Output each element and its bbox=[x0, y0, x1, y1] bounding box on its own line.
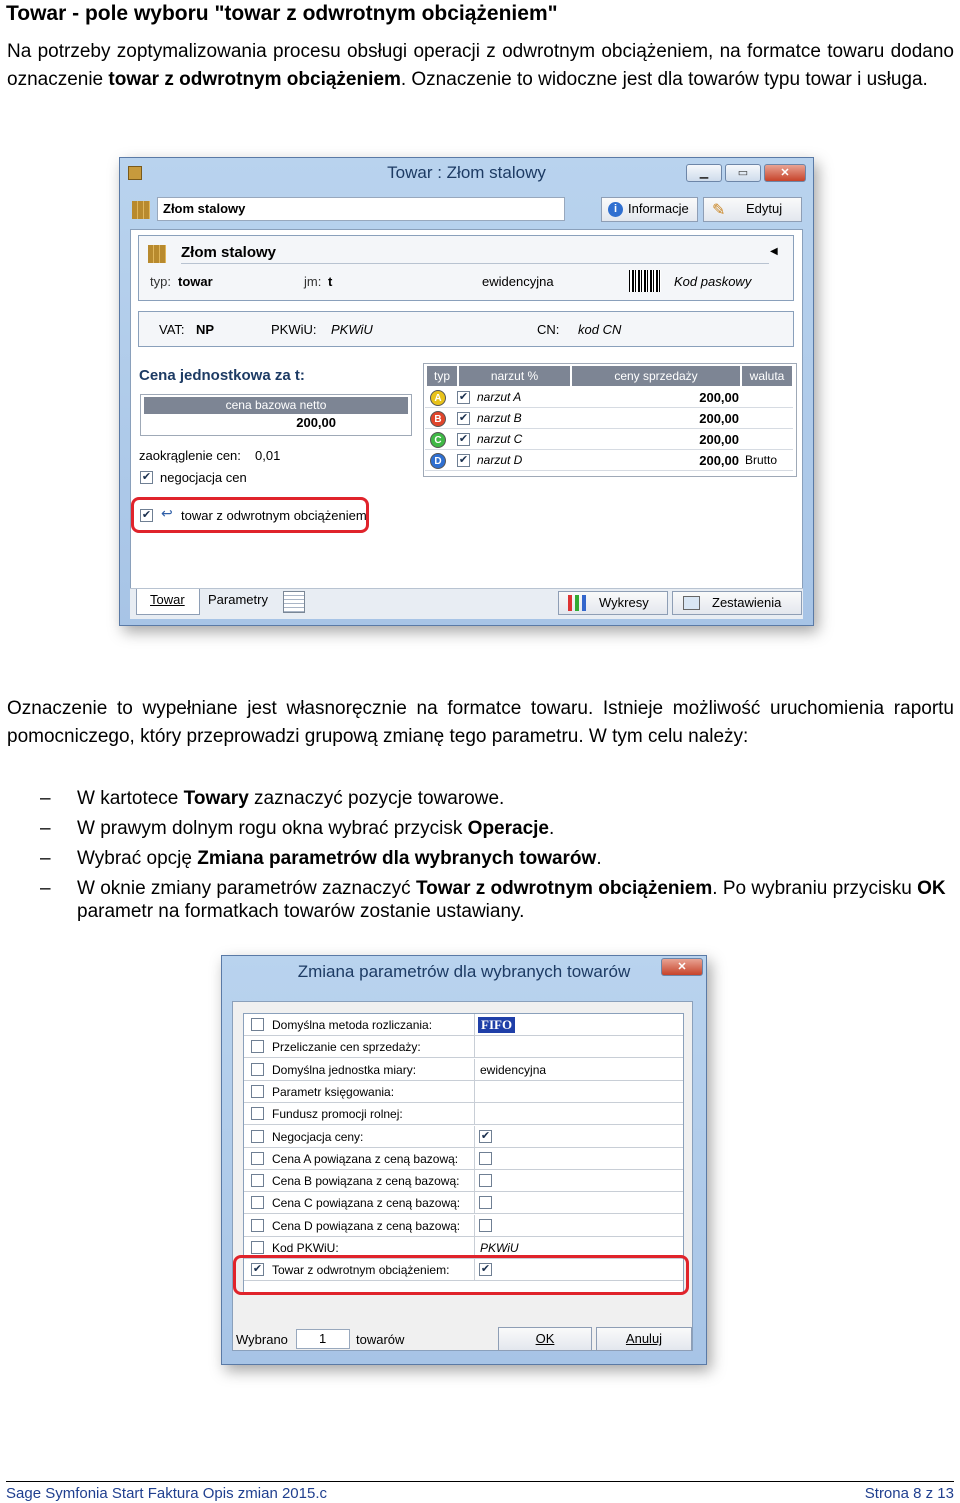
tax-info-block bbox=[138, 311, 794, 347]
product-name-field[interactable]: Złom stalowy bbox=[157, 197, 565, 221]
info-icon: i bbox=[608, 202, 623, 217]
parameter-value[interactable]: PKWiU bbox=[480, 1241, 519, 1255]
parameter-checkbox[interactable] bbox=[251, 1219, 264, 1232]
rounding-value[interactable]: 0,01 bbox=[255, 448, 281, 463]
markup-name: narzut A bbox=[477, 390, 522, 404]
summary-icon bbox=[683, 596, 700, 610]
grid-header-type: typ bbox=[427, 366, 457, 386]
parameter-label: Kod PKWiU: bbox=[272, 1241, 339, 1255]
list-item: – Wybrać opcję Zmiana parametrów dla wybranych towarów. bbox=[40, 848, 602, 869]
column-divider bbox=[474, 1126, 475, 1148]
sale-price: 200,00 bbox=[699, 453, 739, 468]
parameter-row[interactable] bbox=[244, 1170, 683, 1192]
parameter-label: Domyślna jednostka miary: bbox=[272, 1062, 417, 1077]
footer-document-name: Sage Symfonia Start Faktura Opis zmian 2015.c bbox=[6, 1485, 327, 1502]
grid-header-prices: ceny sprzedaży bbox=[572, 366, 740, 386]
parameter-row[interactable] bbox=[244, 1036, 683, 1058]
parameter-checkbox[interactable] bbox=[251, 1152, 264, 1165]
price-grid-row[interactable] bbox=[425, 450, 793, 471]
barcode-value: Kod paskowy bbox=[674, 274, 752, 289]
type-value: towar bbox=[178, 274, 213, 289]
list-item: – W kartotece Towary zaznaczyć pozycje towarowe. bbox=[40, 788, 505, 809]
markup-name: narzut D bbox=[477, 453, 523, 467]
close-button[interactable]: ✕ bbox=[764, 164, 806, 182]
grid-header-markup: narzut % bbox=[459, 366, 570, 386]
column-divider bbox=[474, 1148, 475, 1170]
reverse-charge-label: towar z odwrotnym obciążeniem bbox=[181, 508, 367, 523]
footer-page-number: Strona 8 z 13 bbox=[864, 1485, 954, 1502]
parameter-value[interactable] bbox=[479, 1174, 492, 1187]
parameter-value[interactable]: ewidencyjna bbox=[480, 1062, 547, 1077]
sale-price: 200,00 bbox=[699, 432, 739, 447]
parameter-value[interactable]: FIFO bbox=[478, 1017, 515, 1033]
parameter-checkbox[interactable] bbox=[251, 1018, 264, 1031]
unit-label: jm: bbox=[304, 274, 322, 289]
pkwiu-value: PKWiU bbox=[331, 322, 373, 337]
product-window-title: Towar : Złom stalowy bbox=[387, 163, 546, 182]
markup-name: narzut C bbox=[477, 432, 523, 446]
selected-label: Wybrano bbox=[236, 1332, 288, 1347]
change-params-title: Zmiana parametrów dla wybranych towarów bbox=[297, 962, 631, 981]
notes-icon[interactable] bbox=[283, 591, 305, 613]
rounding-label: zaokrąglenie cen: bbox=[139, 448, 241, 463]
parameter-value[interactable] bbox=[479, 1152, 492, 1165]
parameter-checkbox[interactable] bbox=[251, 1196, 264, 1209]
markup-checkbox[interactable]: ✔ bbox=[458, 412, 469, 424]
footer-rule bbox=[6, 1481, 954, 1482]
steps-list bbox=[40, 787, 954, 930]
product-icon bbox=[132, 201, 150, 219]
intro-paragraph: Na potrzeby zoptymalizowania procesu obsługi operacji z odwrotnym obciążeniem, na formatce towaru dodano oznaczenie towar z odwrotnym obciążeniem. Oznaczenie to widoczne jest dla towarów typu towar i usługa. bbox=[7, 41, 954, 90]
negotiation-label: negocjacja cen bbox=[160, 470, 247, 485]
type-label: typ: bbox=[150, 274, 171, 289]
parameter-checkbox[interactable]: ✔ bbox=[252, 1263, 263, 1276]
tab-parametry[interactable]: Parametry bbox=[208, 592, 268, 607]
parameter-checkbox[interactable] bbox=[251, 1130, 264, 1143]
minimize-button[interactable]: ▁ bbox=[686, 164, 722, 182]
list-item: – W prawym dolnym rogu okna wybrać przycisk Operacje. bbox=[40, 818, 555, 839]
price-grid-row[interactable] bbox=[425, 408, 793, 429]
column-divider bbox=[474, 1081, 475, 1103]
pencil-icon: ✎ bbox=[712, 202, 726, 219]
markup-name: narzut B bbox=[477, 411, 522, 425]
parameter-row[interactable] bbox=[244, 1014, 683, 1036]
instructions-paragraph: Oznaczenie to wypełniane jest własnoręcznie na formatce towaru. Istnieje możliwość uruchomienia raportu pomocniczego, który przeprowadzi grupową zmianę tego parametru. W tym celu należy: bbox=[7, 698, 954, 747]
product-header-icon bbox=[148, 245, 166, 263]
document-title: Towar - pole wyboru "towar z odwrotnym obciążeniem" bbox=[6, 2, 558, 25]
parameter-label: Cena D powiązana z ceną bazową: bbox=[272, 1218, 461, 1233]
parameter-checkbox[interactable] bbox=[251, 1241, 264, 1254]
column-divider bbox=[474, 1103, 475, 1125]
collapse-arrow-icon[interactable]: ◀ bbox=[770, 246, 778, 257]
markup-checkbox[interactable]: ✔ bbox=[458, 454, 469, 466]
markup-checkbox[interactable]: ✔ bbox=[458, 433, 469, 445]
parameter-label: Cena A powiązana z ceną bazową: bbox=[272, 1151, 459, 1166]
cn-value: kod CN bbox=[578, 322, 622, 337]
charts-button[interactable]: Wykresy bbox=[558, 591, 668, 615]
base-price-value[interactable]: 200,00 bbox=[296, 415, 336, 430]
tab-towar[interactable]: Towar bbox=[136, 589, 200, 615]
product-window bbox=[119, 157, 814, 626]
parameter-label: Cena C powiązana z ceną bazową: bbox=[272, 1196, 461, 1211]
currency-value: Brutto bbox=[745, 453, 778, 467]
edit-button[interactable]: ✎ Edytuj bbox=[703, 197, 802, 222]
parameter-row[interactable] bbox=[244, 1081, 683, 1103]
parameter-row[interactable] bbox=[244, 1126, 683, 1148]
price-level-badge-icon: A bbox=[430, 390, 446, 406]
reverse-arrow-icon: ↩ bbox=[161, 505, 173, 521]
unit-price-title: Cena jednostkowa za t: bbox=[139, 367, 305, 384]
parameter-value[interactable] bbox=[479, 1219, 492, 1232]
parameter-label: Domyślna metoda rozliczania: bbox=[272, 1018, 433, 1032]
maximize-button[interactable]: ▭ bbox=[725, 164, 761, 182]
parameter-value[interactable]: ✔ bbox=[480, 1263, 491, 1276]
parameter-label: Fundusz promocji rolnej: bbox=[272, 1107, 403, 1122]
parameter-row[interactable] bbox=[244, 1059, 683, 1081]
products-label: towarów bbox=[356, 1332, 405, 1347]
parameter-checkbox[interactable] bbox=[251, 1085, 264, 1098]
unit-type-value: ewidencyjna bbox=[482, 274, 554, 289]
app-icon bbox=[128, 166, 142, 180]
product-header-name: Złom stalowy bbox=[181, 244, 769, 264]
parameter-row[interactable] bbox=[244, 1192, 683, 1214]
parameter-row[interactable] bbox=[244, 1215, 683, 1237]
markup-checkbox[interactable]: ✔ bbox=[458, 391, 469, 403]
info-button[interactable]: i Informacje bbox=[601, 197, 698, 222]
parameter-row[interactable] bbox=[244, 1148, 683, 1170]
column-divider bbox=[474, 1036, 475, 1058]
list-item: – W oknie zmiany parametrów zaznaczyć Towar z odwrotnym obciążeniem. Po wybraniu przycisku OK parametr na formatkach towarów zostanie ustawiany. bbox=[40, 878, 946, 922]
price-level-badge-icon: C bbox=[430, 432, 446, 448]
parameters-list bbox=[243, 1013, 684, 1293]
parameter-label: Negocjacja ceny: bbox=[272, 1129, 364, 1144]
chart-icon bbox=[568, 595, 586, 611]
parameter-checkbox[interactable] bbox=[251, 1063, 264, 1076]
ok-button[interactable]: OK bbox=[498, 1327, 592, 1351]
parameter-checkbox[interactable] bbox=[251, 1107, 264, 1120]
summaries-button[interactable]: Zestawienia bbox=[672, 591, 802, 615]
pkwiu-label: PKWiU: bbox=[271, 322, 317, 337]
reverse-charge-checkbox[interactable]: ✔ bbox=[141, 509, 152, 521]
price-grid-row[interactable] bbox=[425, 429, 793, 450]
price-grid-row[interactable] bbox=[425, 387, 793, 408]
column-divider bbox=[474, 1192, 475, 1214]
unit-value: t bbox=[328, 274, 333, 289]
vat-label: VAT: bbox=[159, 322, 185, 337]
close-button[interactable]: ✕ bbox=[661, 958, 703, 976]
base-price-label: cena bazowa netto bbox=[144, 397, 408, 414]
parameter-label: Parametr księgowania: bbox=[272, 1084, 395, 1099]
sale-price: 200,00 bbox=[699, 390, 739, 405]
column-divider bbox=[474, 1215, 475, 1237]
barcode-icon bbox=[629, 270, 661, 292]
parameter-checkbox[interactable] bbox=[251, 1040, 264, 1053]
price-level-badge-icon: D bbox=[430, 453, 446, 469]
negotiation-checkbox[interactable]: ✔ bbox=[141, 471, 152, 483]
column-divider bbox=[474, 1059, 475, 1081]
parameter-row[interactable] bbox=[244, 1103, 683, 1125]
parameter-label: Cena B powiązana z ceną bazową: bbox=[272, 1174, 460, 1189]
parameter-value[interactable] bbox=[479, 1196, 492, 1209]
parameter-checkbox[interactable] bbox=[251, 1174, 264, 1187]
parameter-value[interactable]: ✔ bbox=[480, 1129, 491, 1142]
vat-value: NP bbox=[196, 322, 215, 337]
selected-count: 1 bbox=[296, 1329, 350, 1349]
sale-price: 200,00 bbox=[699, 411, 739, 426]
column-divider bbox=[474, 1014, 475, 1036]
parameter-label: Towar z odwrotnym obciążeniem: bbox=[272, 1263, 450, 1278]
grid-header-currency: waluta bbox=[742, 366, 792, 386]
price-level-badge-icon: B bbox=[430, 411, 446, 427]
highlight-frame bbox=[233, 1255, 689, 1295]
cn-label: CN: bbox=[537, 322, 560, 337]
parameter-label: Przeliczanie cen sprzedaży: bbox=[272, 1040, 421, 1055]
cancel-button[interactable]: Anuluj bbox=[596, 1327, 692, 1351]
column-divider bbox=[474, 1170, 475, 1192]
